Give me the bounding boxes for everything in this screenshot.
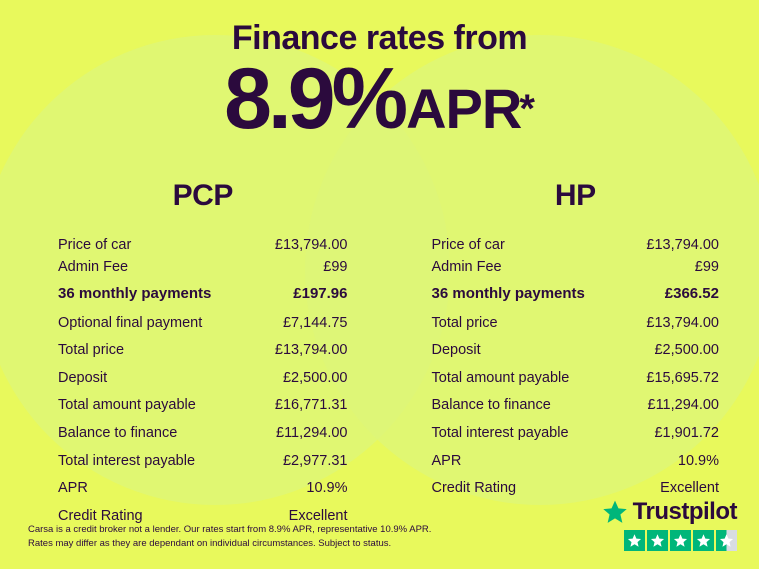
row-value: Excellent bbox=[660, 480, 719, 497]
table-row bbox=[58, 310, 348, 338]
row-label: APR bbox=[58, 480, 88, 497]
row-value: £11,294.00 bbox=[647, 397, 719, 414]
row-value: £13,794.00 bbox=[646, 314, 719, 331]
table-row bbox=[432, 257, 720, 279]
page-title: Finance rates from bbox=[231, 19, 528, 57]
row-label: Total price bbox=[431, 314, 498, 331]
row-value: £11,294.00 bbox=[276, 425, 348, 442]
table-row-highlight bbox=[432, 279, 720, 310]
row-value: £15,695.72 bbox=[646, 369, 719, 386]
table-row bbox=[58, 337, 348, 365]
star-icon bbox=[624, 530, 645, 551]
half-star-icon bbox=[716, 530, 737, 551]
disclaimer bbox=[28, 523, 431, 552]
rate-value: 8.9% bbox=[224, 51, 405, 148]
table-row bbox=[58, 420, 348, 448]
row-label: APR bbox=[431, 452, 462, 469]
row-label: Price of car bbox=[431, 237, 505, 254]
table-row bbox=[58, 392, 348, 420]
row-value: £2,977.31 bbox=[282, 452, 348, 469]
column-title-pcp: PCP bbox=[172, 179, 233, 213]
hp-rows bbox=[432, 235, 720, 502]
row-value: £13,794.00 bbox=[274, 342, 348, 359]
row-label: Deposit bbox=[431, 342, 481, 359]
table-row bbox=[432, 310, 720, 338]
row-label: Total interest payable bbox=[58, 452, 196, 469]
row-value: £99 bbox=[323, 258, 348, 275]
headline-rate bbox=[0, 51, 759, 148]
table-row bbox=[58, 448, 348, 476]
table-row bbox=[58, 365, 348, 393]
row-value: £2,500.00 bbox=[282, 369, 348, 386]
row-value: £197.96 bbox=[293, 284, 348, 302]
trustpilot-wordmark: Trustpilot bbox=[632, 498, 737, 525]
row-value: 10.9% bbox=[306, 480, 348, 497]
table-row bbox=[432, 365, 720, 393]
trustpilot-logo bbox=[602, 498, 737, 526]
column-title-hp: HP bbox=[554, 179, 596, 213]
finance-column-hp bbox=[380, 179, 759, 530]
table-row bbox=[58, 475, 348, 503]
star-icon bbox=[647, 530, 668, 551]
row-label: Total amount payable bbox=[58, 397, 196, 414]
table-row-highlight bbox=[58, 279, 348, 310]
row-label: Price of car bbox=[58, 237, 132, 254]
row-label: Balance to finance bbox=[58, 425, 178, 442]
row-label: Optional final payment bbox=[58, 314, 203, 331]
table-row bbox=[432, 448, 720, 476]
finance-column-pcp bbox=[0, 179, 380, 530]
row-label: Admin Fee bbox=[431, 258, 502, 275]
table-row bbox=[432, 235, 720, 257]
row-label: Credit Rating bbox=[431, 480, 517, 497]
row-label: Total amount payable bbox=[431, 369, 570, 386]
star-icon bbox=[693, 530, 714, 551]
row-label: Balance to finance bbox=[431, 397, 551, 414]
row-value: £2,500.00 bbox=[654, 342, 719, 359]
table-row bbox=[432, 392, 720, 420]
row-value: £7,144.75 bbox=[282, 314, 348, 331]
row-label: Total interest payable bbox=[431, 425, 569, 442]
table-row bbox=[58, 257, 348, 279]
row-label: 36 monthly payments bbox=[431, 284, 585, 302]
trustpilot-rating bbox=[602, 498, 737, 551]
row-value: £99 bbox=[694, 258, 719, 275]
trustpilot-stars bbox=[602, 530, 737, 551]
row-label: Credit Rating bbox=[58, 507, 143, 524]
rate-asterisk: * bbox=[519, 87, 535, 132]
row-value: £366.52 bbox=[664, 284, 719, 302]
pcp-rows bbox=[58, 235, 348, 530]
row-value: Excellent bbox=[288, 507, 348, 524]
star-icon bbox=[670, 530, 691, 551]
table-row bbox=[432, 337, 720, 365]
row-label: Total price bbox=[58, 342, 125, 359]
row-label: 36 monthly payments bbox=[58, 284, 212, 302]
trustpilot-star-icon bbox=[602, 499, 628, 525]
rate-unit: APR bbox=[406, 77, 522, 141]
row-value: £16,771.31 bbox=[274, 397, 348, 414]
row-value: 10.9% bbox=[677, 452, 719, 469]
disclaimer-line-1: Carsa is a credit broker not a lender. Our rates start from 8.9% APR, representative 10.9% APR. bbox=[28, 523, 432, 535]
disclaimer-line-2: Rates may differ as they are dependant on individual circumstances. Subject to status. bbox=[28, 537, 392, 549]
row-label: Deposit bbox=[58, 369, 108, 386]
row-label: Admin Fee bbox=[58, 258, 129, 275]
row-value: £1,901.72 bbox=[654, 425, 719, 442]
row-value: £13,794.00 bbox=[646, 237, 719, 254]
finance-comparison bbox=[0, 179, 759, 530]
row-value: £13,794.00 bbox=[274, 237, 348, 254]
table-row bbox=[58, 235, 348, 257]
table-row bbox=[432, 420, 720, 448]
